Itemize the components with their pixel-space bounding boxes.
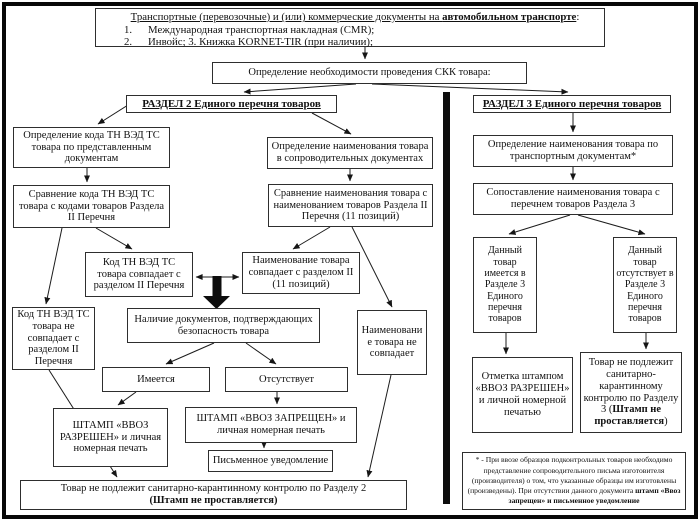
footnote-bold: штамп «Ввоз запрещен» и письменное уведомление: [508, 486, 681, 506]
sec3-present-label: Данный товар имеется в Разделе 3 Единого перечня товаров: [484, 245, 526, 325]
title-colon: :: [576, 11, 580, 23]
no-control-section3-box: [580, 352, 682, 433]
doc-list-item-1: [112, 24, 598, 36]
title-bold-text: автомобильном транспорте: [442, 11, 577, 23]
code-match-box: [85, 252, 193, 297]
compare-code-box: [13, 185, 170, 228]
doc-item-2-number: 2.: [124, 36, 133, 49]
no-control-section2-line1: Товар не подлежит санитарно-карантинному контролю по Разделу 2: [60, 483, 367, 495]
doc-item-1-text: Международная транспортная накладная (CMR);: [148, 24, 375, 37]
no-control-section3-bold: Штамп не проставляется: [594, 404, 665, 428]
section2-header: [126, 95, 337, 113]
doc-item-2-text: Инвойс; 3. Книжка KORNET-TIR (при наличии);: [148, 36, 373, 49]
transport-documents-title: [112, 11, 598, 23]
code-no-match-box: [12, 307, 95, 370]
no-control-section2-text: [61, 483, 366, 507]
no-control-section3-prefix: Товар не подлежит санитарно-карантинному контролю по Разделу 3 (: [583, 356, 679, 416]
name-no-match-box: [357, 310, 427, 375]
sec3-define-name-label: Определение наименования товара по транспортным документам*: [487, 139, 659, 162]
compare-name-box: [268, 184, 433, 227]
written-notice-label: Письменное уведомление: [212, 455, 329, 467]
safety-docs-box: [127, 308, 320, 343]
stamp-allowed-label: ШТАМП «ВВОЗ РАЗРЕШЕН» и личная номерная печать: [59, 419, 162, 455]
written-notice-box: [208, 450, 333, 472]
name-match-label: Наименование товара совпадает с разделом II (11 позиций): [248, 255, 354, 290]
thick-arrow-shaft: [213, 276, 222, 297]
footnote-normal: * - При ввозе образцов подконтрольных товаров необходимо представление сопроводительного письма изготовителя (производителя) о том, что указанные образцы им изготовлены (произведены). При отсутствии данного документа: [467, 455, 677, 496]
sec3-stamp-allowed-box: [472, 357, 573, 433]
skk-necessity-box: [212, 62, 527, 84]
docs-present-label: Имеется: [137, 373, 175, 385]
safety-docs-label: Наличие документов, подтверждающих безопасность товара: [134, 313, 313, 337]
footnote-text: [467, 455, 681, 506]
stamp-denied-box: [185, 407, 357, 443]
compare-name-label: Сравнение наименования товара с наименованием товаров Раздела II Перечня (11 позиций): [273, 187, 428, 223]
define-code-box: [13, 127, 170, 168]
code-no-match-label: Код ТН ВЭД ТС товара не совпадает с разделом II Перечня: [17, 308, 90, 368]
docs-absent-label: Отсутствует: [259, 373, 314, 385]
no-control-section2-line2: (Штамп не проставляется): [149, 495, 278, 506]
transport-documents-box: [95, 8, 605, 47]
sec3-absent-box: [613, 237, 677, 333]
no-control-section3-suffix: ): [664, 416, 668, 428]
no-control-section2-box: [20, 480, 407, 510]
sec3-present-box: [473, 237, 537, 333]
docs-absent-box: [225, 367, 348, 392]
skk-necessity-label: Определение необходимости проведения СКК товара:: [248, 67, 491, 79]
stamp-denied-label: ШТАМП «ВВОЗ ЗАПРЕЩЕН» и личная номерная печать: [196, 413, 346, 436]
define-name-box: [267, 137, 433, 169]
sec3-absent-label: Данный товар отсутствует в Разделе 3 Единого перечня товаров: [616, 245, 674, 325]
name-no-match-label: Наименование товара не совпадает: [361, 324, 423, 360]
section2-title: РАЗДЕЛ 2 Единого перечня товаров: [142, 97, 321, 110]
sec3-define-name-box: [473, 135, 673, 167]
section-divider: [443, 92, 450, 504]
docs-present-box: [102, 367, 210, 392]
doc-list-item-2: [112, 36, 598, 48]
doc-item-1-number: 1.: [124, 24, 133, 37]
define-name-label: Определение наименования товара в сопроводительных документах: [271, 141, 429, 164]
code-match-label: Код ТН ВЭД ТС товара совпадает с разделом II Перечня: [93, 256, 185, 292]
compare-code-label: Сравнение кода ТН ВЭД ТС товара с кодами товаров Раздела II Перечня: [18, 188, 165, 224]
stamp-allowed-box: [53, 408, 168, 467]
no-control-section3-text: [583, 357, 679, 428]
define-code-label: Определение кода ТН ВЭД ТС товара по представленным документам: [23, 129, 160, 165]
section3-header: [473, 95, 671, 113]
sec3-compare-label: Сопоставление наименования товара с перечнем товаров Раздела 3: [486, 187, 660, 210]
section3-title: РАЗДЕЛ 3 Единого перечня товаров: [482, 97, 662, 110]
name-match-box: [242, 252, 360, 294]
title-text: Транспортные (перевозочные) и (или) коммерческие документы на: [130, 11, 443, 23]
sec3-stamp-allowed-label: Отметка штампом «ВВОЗ РАЗРЕШЕН» и личной номерной печатью: [475, 371, 570, 418]
sec3-compare-box: [473, 183, 673, 215]
footnote-box: [462, 452, 686, 510]
